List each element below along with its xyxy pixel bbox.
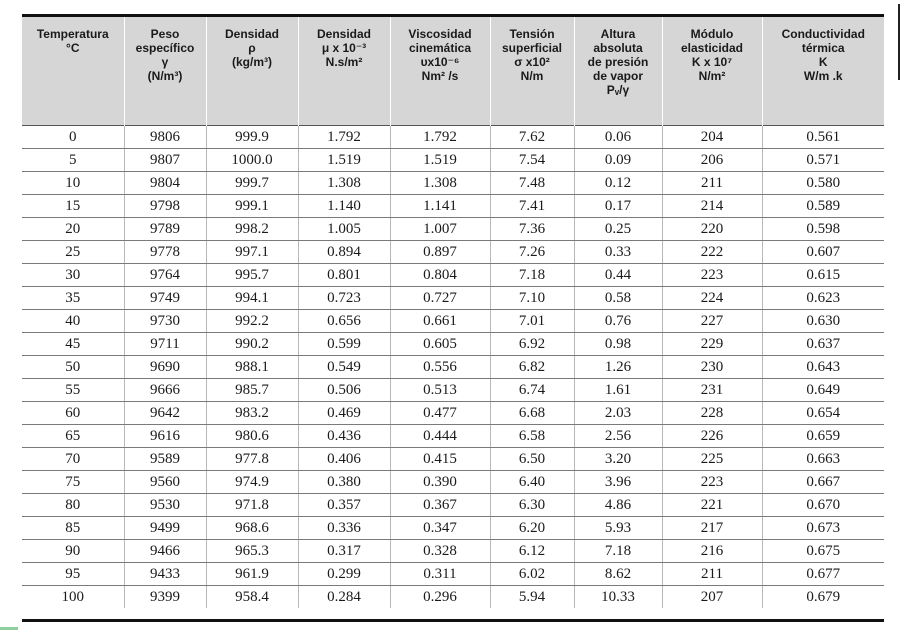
table-cell: 1000.0 [206, 148, 298, 171]
table-cell: 60 [22, 401, 124, 424]
table-cell: 40 [22, 309, 124, 332]
table-bottom-rule [22, 619, 884, 622]
header-text: cinemática [408, 41, 472, 55]
table-cell: 0.661 [390, 309, 490, 332]
header-densidad-mu [298, 17, 390, 125]
table-cell: 1.308 [298, 171, 390, 194]
table-cell: 0.58 [574, 286, 662, 309]
table-cell: 0.630 [762, 309, 884, 332]
table-cell: 998.2 [206, 217, 298, 240]
table-cell: 9433 [124, 562, 206, 585]
table-cell: 9642 [124, 401, 206, 424]
table-cell: 0.380 [298, 470, 390, 493]
table-cell: 0.561 [762, 125, 884, 148]
table-cell: 6.58 [490, 424, 574, 447]
table-cell: 0.897 [390, 240, 490, 263]
table-cell: 216 [662, 539, 762, 562]
table-cell: 7.01 [490, 309, 574, 332]
table-row [22, 148, 884, 171]
table-cell: 9749 [124, 286, 206, 309]
table-cell: 0.311 [390, 562, 490, 585]
table-cell: 0.663 [762, 447, 884, 470]
table-cell: 0.675 [762, 539, 884, 562]
table-cell: 0.44 [574, 263, 662, 286]
table-cell: 9806 [124, 125, 206, 148]
table-row [22, 447, 884, 470]
table-cell: 9711 [124, 332, 206, 355]
table-row [22, 539, 884, 562]
table-cell: 0.549 [298, 355, 390, 378]
table-cell: 7.36 [490, 217, 574, 240]
table-cell: 2.03 [574, 401, 662, 424]
table-cell: 227 [662, 309, 762, 332]
table-cell: 231 [662, 378, 762, 401]
table-cell: 20 [22, 217, 124, 240]
table-cell: 85 [22, 516, 124, 539]
header-text: elasticidad [680, 41, 744, 55]
table-row [22, 424, 884, 447]
table-cell: 10 [22, 171, 124, 194]
table-cell: 994.1 [206, 286, 298, 309]
table-cell: 3.96 [574, 470, 662, 493]
table-cell: 6.02 [490, 562, 574, 585]
table-cell: 0.677 [762, 562, 884, 585]
header-text: Tensión [509, 27, 555, 41]
header-text: Conductividad [781, 27, 865, 41]
table-cell: 0.670 [762, 493, 884, 516]
header-text: específico [135, 41, 195, 55]
table-cell: 100 [61, 588, 84, 605]
table-cell: 0.656 [298, 309, 390, 332]
table-row [22, 355, 884, 378]
table-cell: 206 [662, 148, 762, 171]
table-cell: 0.623 [762, 286, 884, 309]
table-cell: 9798 [124, 194, 206, 217]
table-cell: 7.18 [490, 263, 574, 286]
table-cell: 214 [662, 194, 762, 217]
table-cell: 968.6 [206, 516, 298, 539]
table-cell: 0.336 [298, 516, 390, 539]
header-text: N.s/m² [325, 55, 363, 69]
table-cell: 0.33 [574, 240, 662, 263]
table-cell: 0.296 [390, 585, 490, 608]
margin-mark [898, 4, 900, 80]
table-cell: 0 [22, 125, 124, 148]
table-cell: 55 [22, 378, 124, 401]
table-body [22, 125, 884, 608]
table-cell: 6.50 [490, 447, 574, 470]
table-cell: 30 [22, 263, 124, 286]
table-cell: 0.328 [390, 539, 490, 562]
table-row [22, 194, 884, 217]
table-cell: 0.513 [390, 378, 490, 401]
table-cell: 50 [22, 355, 124, 378]
table-cell: 1.61 [574, 378, 662, 401]
table-cell: 9589 [124, 447, 206, 470]
table-row [22, 332, 884, 355]
table-cell: 990.2 [206, 332, 298, 355]
table-cell: 10.33 [574, 585, 662, 608]
table-cell: 7.26 [490, 240, 574, 263]
table-cell: 7.10 [490, 286, 574, 309]
table-cell: 5.93 [574, 516, 662, 539]
table-row [22, 493, 884, 516]
header-temperatura [22, 17, 124, 125]
table-row [22, 309, 884, 332]
table-cell: 221 [662, 493, 762, 516]
water-properties-table [22, 17, 884, 608]
table-cell: 15 [22, 194, 124, 217]
table-cell: 6.40 [490, 470, 574, 493]
table-cell: 0.76 [574, 309, 662, 332]
table-cell: 225 [662, 447, 762, 470]
table-cell: 222 [662, 240, 762, 263]
table-cell: 0.643 [762, 355, 884, 378]
table-cell: 226 [662, 424, 762, 447]
table-cell: 1.141 [390, 194, 490, 217]
header-row [22, 17, 884, 125]
table-cell: 0.654 [762, 401, 884, 424]
table-cell: 1.792 [298, 125, 390, 148]
header-text: σ x10² [514, 55, 550, 69]
table-row [22, 286, 884, 309]
table-cell: 7.41 [490, 194, 574, 217]
table-cell: 0.556 [390, 355, 490, 378]
table-row [22, 378, 884, 401]
table-row [22, 217, 884, 240]
table-cell: 958.4 [206, 585, 298, 608]
header-text: Peso [150, 27, 180, 41]
table-cell: 6.12 [490, 539, 574, 562]
table-cell: 0.25 [574, 217, 662, 240]
table-cell: 228 [662, 401, 762, 424]
header-text: Pᵥ/γ [606, 83, 630, 97]
header-text: Nm² /s [421, 69, 459, 83]
table-cell: 0.804 [390, 263, 490, 286]
header-altura [574, 17, 662, 125]
table-cell: 995.7 [206, 263, 298, 286]
table-cell: 9466 [124, 539, 206, 562]
table-cell: 0.406 [298, 447, 390, 470]
table-cell: 65 [22, 424, 124, 447]
table-cell: 6.82 [490, 355, 574, 378]
table-cell: 0.598 [762, 217, 884, 240]
table-cell: 230 [662, 355, 762, 378]
table-cell: 9690 [124, 355, 206, 378]
table-cell: 9730 [124, 309, 206, 332]
table-cell: 7.18 [574, 539, 662, 562]
table-cell: 0.580 [762, 171, 884, 194]
table-cell: 0.673 [762, 516, 884, 539]
header-text: de vapor [592, 69, 643, 83]
table-cell: 223 [662, 263, 762, 286]
header-text: ρ [248, 41, 256, 55]
header-tension [490, 17, 574, 125]
table-cell: 9499 [124, 516, 206, 539]
table-cell: 0.667 [762, 470, 884, 493]
table-cell: 961.9 [206, 562, 298, 585]
table-cell: 0.299 [298, 562, 390, 585]
table-cell: 1.519 [298, 148, 390, 171]
table-cell: 997.1 [206, 240, 298, 263]
table-cell: 983.2 [206, 401, 298, 424]
table-cell: 999.1 [206, 194, 298, 217]
table-cell: 0.649 [762, 378, 884, 401]
header-text: γ [161, 55, 169, 69]
table-cell: 6.74 [490, 378, 574, 401]
header-text: Temperatura [36, 27, 109, 41]
table-cell: 0.723 [298, 286, 390, 309]
table-cell: 9764 [124, 263, 206, 286]
table-cell: 0.367 [390, 493, 490, 516]
table-row [22, 516, 884, 539]
table-cell: 0.679 [762, 585, 884, 608]
table-row [22, 125, 884, 148]
table-cell: 988.1 [206, 355, 298, 378]
header-modulo [662, 17, 762, 125]
table-cell: 0.17 [574, 194, 662, 217]
header-text: de presión [587, 55, 649, 69]
table-row [22, 171, 884, 194]
table-cell: 35 [22, 286, 124, 309]
table-cell: 0.659 [762, 424, 884, 447]
table-cell: 0.390 [390, 470, 490, 493]
table-cell: 9560 [124, 470, 206, 493]
table-cell: 211 [662, 171, 762, 194]
table-row [22, 240, 884, 263]
table-cell: 0.469 [298, 401, 390, 424]
table-cell: 9530 [124, 493, 206, 516]
table-cell: 0.599 [298, 332, 390, 355]
table-cell: 0.12 [574, 171, 662, 194]
table-cell: 8.62 [574, 562, 662, 585]
table-cell: 224 [662, 286, 762, 309]
table-cell: 0.477 [390, 401, 490, 424]
table-cell: 0.317 [298, 539, 390, 562]
table-cell: 6.20 [490, 516, 574, 539]
header-text: Módulo [690, 27, 734, 41]
table-cell: 0.607 [762, 240, 884, 263]
table-cell: 7.48 [490, 171, 574, 194]
table-cell: 9807 [124, 148, 206, 171]
table-cell: 980.6 [206, 424, 298, 447]
table-cell: 965.3 [206, 539, 298, 562]
table-cell: 0.06 [574, 125, 662, 148]
table-cell: 9616 [124, 424, 206, 447]
page-edge-accent [0, 627, 18, 630]
table-cell: 3.20 [574, 447, 662, 470]
table-cell: 0.894 [298, 240, 390, 263]
table-cell: 1.26 [574, 355, 662, 378]
table-cell: 999.9 [206, 125, 298, 148]
table-cell: 0.415 [390, 447, 490, 470]
table-cell: 25 [22, 240, 124, 263]
table-cell: 1.007 [390, 217, 490, 240]
table-cell: 0.98 [574, 332, 662, 355]
table-cell: 6.30 [490, 493, 574, 516]
table-cell: 90 [22, 539, 124, 562]
table-cell: 0.637 [762, 332, 884, 355]
table-cell: 1.519 [390, 148, 490, 171]
table-cell: 999.7 [206, 171, 298, 194]
table-cell: 0.571 [762, 148, 884, 171]
table-cell: 0.444 [390, 424, 490, 447]
header-text: °C [66, 41, 80, 55]
table-cell: 9804 [124, 171, 206, 194]
header-text: superficial [501, 41, 563, 55]
table-cell: 971.8 [206, 493, 298, 516]
table-row [22, 263, 884, 286]
header-text: Viscosidad [408, 27, 472, 41]
table-cell: 0.615 [762, 263, 884, 286]
header-text: (N/m³) [147, 69, 183, 83]
table-cell: 977.8 [206, 447, 298, 470]
table-cell: 1.792 [390, 125, 490, 148]
header-peso-especifico [124, 17, 206, 125]
table-cell: 223 [662, 470, 762, 493]
header-text: μ x 10⁻³ [321, 41, 367, 55]
table-cell: 217 [662, 516, 762, 539]
header-text: Densidad [224, 27, 279, 41]
table-cell: 1.308 [390, 171, 490, 194]
table-cell: 0.09 [574, 148, 662, 171]
table-cell: 0.589 [762, 194, 884, 217]
table-cell: 229 [662, 332, 762, 355]
table-cell: 0.357 [298, 493, 390, 516]
header-viscosidad [390, 17, 490, 125]
table-row [22, 401, 884, 424]
header-densidad [206, 17, 298, 125]
table-cell: 220 [662, 217, 762, 240]
table-cell: 0.506 [298, 378, 390, 401]
table-row [22, 470, 884, 493]
table-cell: 95 [22, 562, 124, 585]
table-cell: 80 [22, 493, 124, 516]
table-cell: 2.56 [574, 424, 662, 447]
table-cell: 974.9 [206, 470, 298, 493]
table-cell: 0.727 [390, 286, 490, 309]
table-cell: 7.54 [490, 148, 574, 171]
table-cell: 0.347 [390, 516, 490, 539]
table-cell: 4.86 [574, 493, 662, 516]
header-text: N/m² [698, 69, 726, 83]
header-text: K [818, 55, 828, 69]
header-text: W/m .k [803, 69, 843, 83]
header-text: (kg/m³) [232, 55, 272, 69]
table-cell: 75 [22, 470, 124, 493]
table-cell: 207 [662, 585, 762, 608]
table-cell: 0.284 [298, 585, 390, 608]
table-cell: 9778 [124, 240, 206, 263]
table-cell: 992.2 [206, 309, 298, 332]
table-cell: 5.94 [490, 585, 574, 608]
table-cell: 0.436 [298, 424, 390, 447]
table-cell: 9666 [124, 378, 206, 401]
header-text: Densidad [316, 27, 371, 41]
table-cell: 70 [22, 447, 124, 470]
table-cell: 204 [662, 125, 762, 148]
header-text: N/m [520, 69, 544, 83]
table-cell: 7.62 [490, 125, 574, 148]
table-cell: 6.68 [490, 401, 574, 424]
table-cell: 6.92 [490, 332, 574, 355]
header-text: υx10⁻⁶ [420, 55, 460, 69]
table-cell: 9789 [124, 217, 206, 240]
table-cell: 5 [22, 148, 124, 171]
table-cell: 1.005 [298, 217, 390, 240]
header-text: térmica [801, 41, 845, 55]
header-conductividad [762, 17, 884, 125]
table-cell: 45 [22, 332, 124, 355]
table-cell: 0.801 [298, 263, 390, 286]
table-cell: 1.140 [298, 194, 390, 217]
table-row [22, 585, 884, 608]
table-cell: 211 [662, 562, 762, 585]
table-row [22, 562, 884, 585]
header-text: K x 10⁷ [691, 55, 733, 69]
table-cell: 985.7 [206, 378, 298, 401]
header-text: Altura [600, 27, 636, 41]
table-cell: 0.605 [390, 332, 490, 355]
header-text: absoluta [593, 41, 643, 55]
table-cell: 9399 [124, 585, 206, 608]
